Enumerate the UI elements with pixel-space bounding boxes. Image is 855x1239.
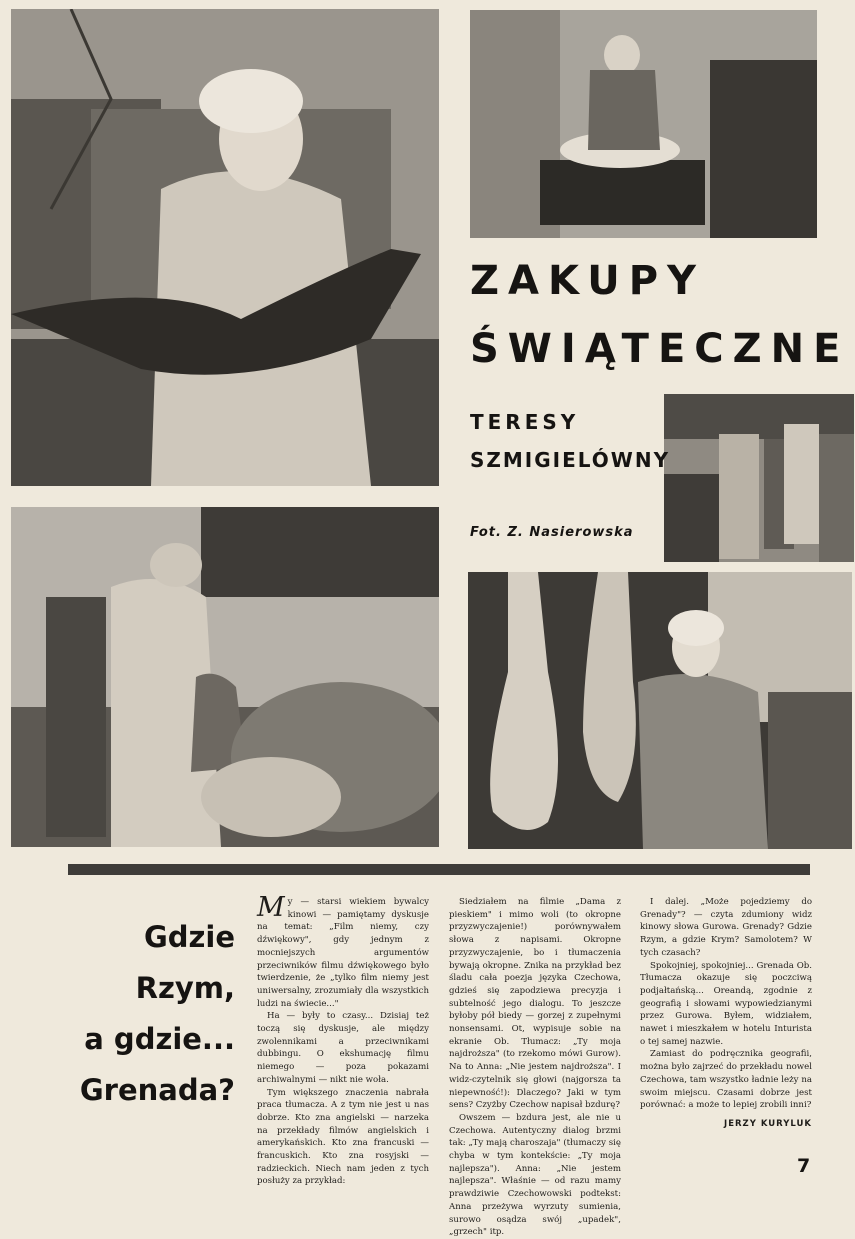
- photo-credit: Fot. Z. Nasierowska: [470, 525, 634, 540]
- article-title-line-1: ZAKUPY: [470, 258, 706, 304]
- article-column-3: [640, 896, 812, 1131]
- byline-line-1: TERESY: [470, 410, 580, 434]
- section-divider: [68, 864, 810, 875]
- article-headline: [40, 912, 235, 1116]
- article-title-line-2: ŚWIĄTECZNE: [470, 326, 850, 372]
- paragraph-text: y — starsi wiekiem bywalcy kinowi — pamiętamy dyskusje na temat: „Film niemy, czy dźwiękowy", gdy jednym z mocniejszych argumentów przeciwników filmu dźwiękowego było twierdzenie, że „tylko film niemy jest uniwersalny, zrozumiały dla wszystkich ludzi na świecie...": [257, 897, 429, 1009]
- article-column-1: [257, 892, 429, 1188]
- byline-line-2: SZMIGIELÓWNY: [470, 448, 671, 472]
- photo-shop-queue: [664, 394, 854, 562]
- article-paragraph: Spokojniej, spokojniej... Grenada Ob. Tłumacza okazuje się poczciwą podjałtańską... Oreandą, zgodnie z geografią i słowami wypowiedzianymi przez Gurowa. Byłem, widziałem, nawet i mieszkałem w hotelu Inturista o tej samej nazwie.: [640, 960, 812, 1047]
- article-paragraph: Ha — były to czasy... Dzisiaj też toczą się dyskusje, ale między zwolennikami a przeciwnikami dubbingu. O ekshumację filmu niemego — poza pokazami archiwalnymi — nikt nie woła.: [257, 1011, 429, 1085]
- article-paragraph: Owszem — bzdura jest, ale nie u Czechowa. Autentyczny dialog brzmi tak: „Ty mają charoszaja" (tłumaczy się chyba w tym kontekście: „Ty moja najlepsza"). Anna: „Nie jestem najlepsza". Właśnie — od razu mamy prawdziwie Czechowowski podtekst: Anna przeżywa wyrzuty sumienia, surowo osądza swój „upadek", „grzech" itp.: [449, 1112, 621, 1238]
- article-paragraph: [257, 892, 429, 1010]
- photo-woman-with-turkey: [11, 9, 439, 486]
- headline-line: Gdzie: [143, 920, 235, 954]
- photo-market-vendor-cauliflower: [470, 10, 817, 238]
- article-paragraph: Zamiast do podręcznika geografii, można było zajrzeć do przekładu nowel Czechowa, tam wszystko ładnie leży na swoim miejscu. Czasami dobrze jest porównać: a może to lepiej zrobili inni?: [640, 1049, 812, 1111]
- headline-line: Grenada?: [79, 1073, 235, 1107]
- photo-woman-buying-fruit: [11, 507, 439, 847]
- headline-line: a gdzie...: [84, 1022, 235, 1056]
- drop-cap: M: [257, 892, 285, 923]
- headline-line: Rzym,: [135, 971, 235, 1005]
- article-column-2: [449, 896, 621, 1239]
- article-paragraph: Tym większego znaczenia nabrała praca tłumacza. A z tym nie jest u nas dobrze. Kto zna angielski — narzeka na przekłady filmów angielskich i amerykańskich. Kto zna francuski — francuskich. Kto zna rosyjski — radzieckich. Niech nam jeden z tych posłuży za przykład:: [257, 1087, 429, 1187]
- page-number: 7: [797, 1155, 811, 1177]
- photo-woman-with-poultry: [468, 572, 852, 849]
- article-author: JERZY KURYLUK: [724, 1118, 812, 1129]
- article-paragraph: Siedziałem na filmie „Dama z pieskiem" i mimo woli (to okropne przyzwyczajenie!) porównywałem słowa z napisami. Okropne przyzwyczajenie, bo i tłumaczenia bywają okropne. Znika na przykład bez śladu cała poezja języka Czechowa, gdzieś się zapodziewa precyzja i subtelność jego dialogu. To jeszcze byłoby pół biedy — gorzej z zupełnymi nonsensami. Ot, wypisuje sobie na ekranie Ob. Tłumacz: „Ty moja najdroższa" (to rzekomo mówi Gurow). Na to Anna: „Nie jestem najdroższa". I widz-czytelnik się głowi (najgorsza ta niepewność!): Dlaczego? Jaki w tym sens? Czyżby Czechow napisał bzdurę?: [449, 897, 621, 1111]
- article-paragraph: I dalej. „Może pojedziemy do Grenady"? — czyta zdumiony widz kinowy słowa Gurowa. Grenady? Gdzie Rzym, a gdzie Krym? Samolotem? W tych czasach?: [640, 897, 812, 958]
